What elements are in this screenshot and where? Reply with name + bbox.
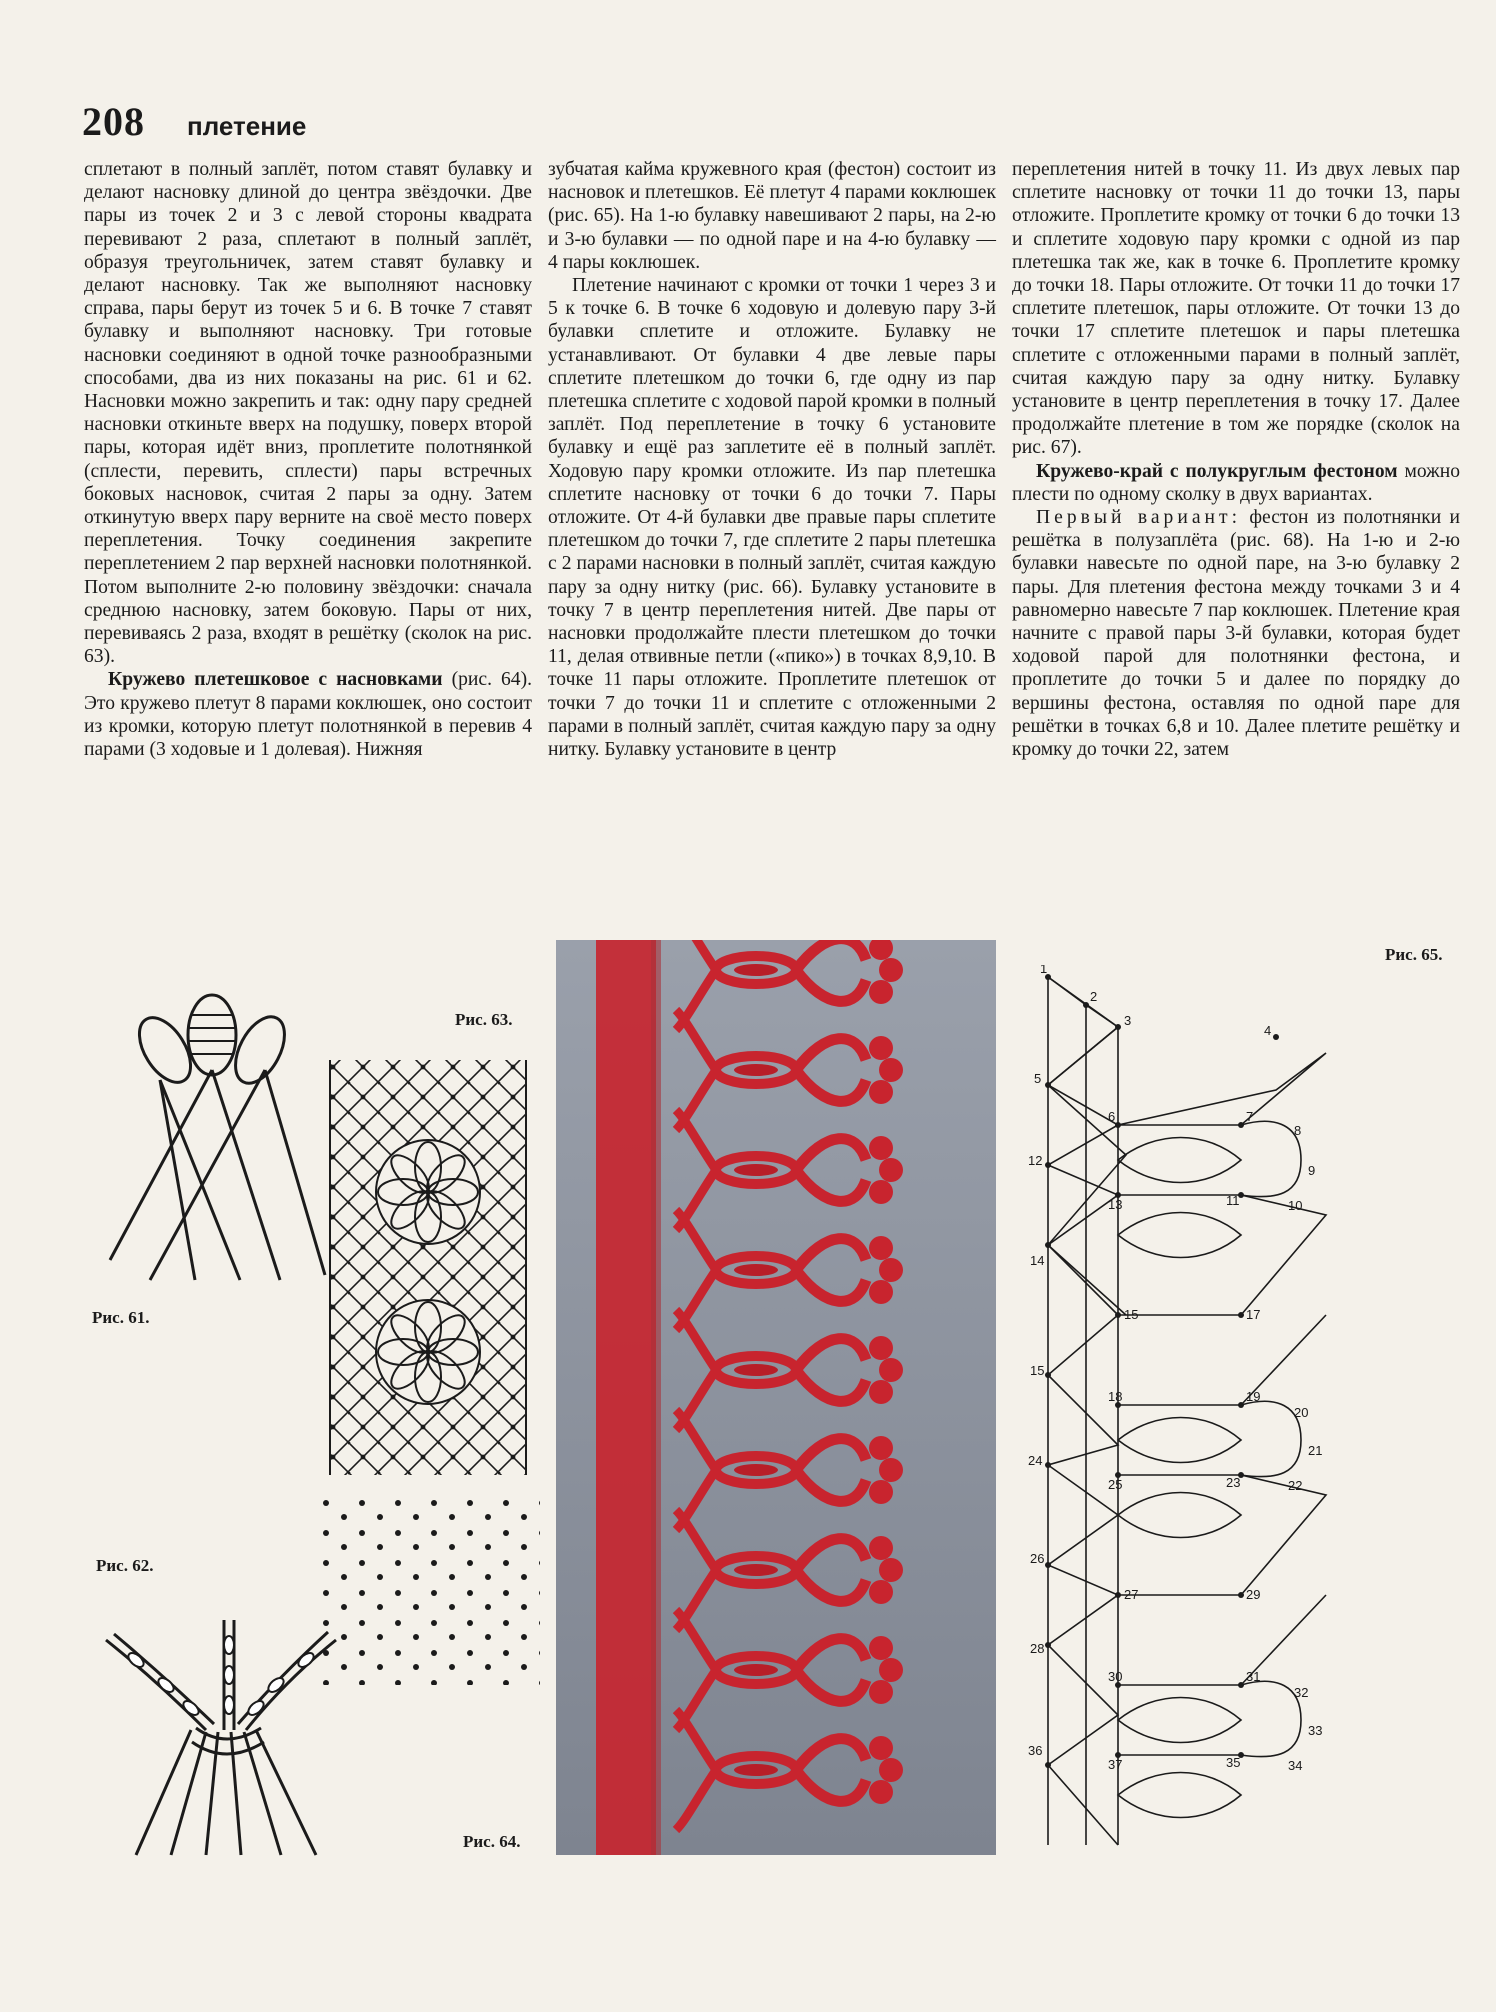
point-label: 37 xyxy=(1108,1757,1123,1772)
paragraph-heading: Первый вариант: xyxy=(1036,507,1242,529)
point-label: 3 xyxy=(1124,1013,1132,1028)
point-label: 22 xyxy=(1288,1478,1303,1493)
paragraph xyxy=(1012,506,1460,761)
point-label: 29 xyxy=(1246,1587,1261,1602)
paragraph-heading: Кружево-край с полукруглым фестоном xyxy=(1036,460,1398,482)
point-label: 19 xyxy=(1246,1389,1261,1404)
paragraph-text: (рис. 64). Это кружево плетут 8 парами коклюшек, оно состоит из кромки, которую плетут полотнянкой в перевив 4 парами (3 ходовые и 1 долевая). Нижняя xyxy=(84,669,533,761)
point-label: 7 xyxy=(1246,1109,1254,1124)
point-label: 36 xyxy=(1028,1743,1043,1758)
point-label: 35 xyxy=(1226,1755,1241,1770)
point-label: 34 xyxy=(1288,1758,1303,1773)
point-label: 18 xyxy=(1108,1389,1123,1404)
point-label: 5 xyxy=(1034,1071,1042,1086)
figure-64-dot-pattern xyxy=(318,1495,540,1685)
point-label: 20 xyxy=(1294,1405,1309,1420)
figure-63-illustration xyxy=(318,1052,538,1482)
point-label: 28 xyxy=(1030,1641,1045,1656)
point-label: 2 xyxy=(1090,989,1098,1004)
point-label: 11 xyxy=(1226,1193,1240,1208)
point-label: 10 xyxy=(1288,1198,1303,1213)
figure-65-diagram xyxy=(1026,965,1460,1855)
text-column-2 xyxy=(548,158,996,761)
point-label: 14 xyxy=(1030,1253,1045,1268)
figure-64-caption: Рис. 64. xyxy=(463,1832,521,1851)
point-label: 25 xyxy=(1108,1477,1123,1492)
text-column-1 xyxy=(84,158,532,761)
point-label: 23 xyxy=(1226,1475,1241,1490)
point-label: 6 xyxy=(1108,1109,1116,1124)
section-title: плетение xyxy=(187,111,307,141)
point-label: 15 xyxy=(1124,1307,1139,1322)
paragraph: Плетение начинают с кромки от точки 1 через 3 и 5 к точке 6. В точке 6 ходовую и долевую пару 3-й булавки сплетите и отложите. Булавку не устанавливают. От булавки 4 две левые пары сплетите плетешком до точки 6, где одну из пар плетешка сплетите с ходовой парой кромки в полный заплёт. Под переплетение в точку 6 установите булавку и ещё раз заплетите её в полный заплёт. Ходовую пару кромки отложите. Из пар плетешка сплетите насновку от точки 6 до точки 7. Пары отложите. От 4-й булавки две правые пары сплетите плетешком до точки 7, где сплетите 2 пары плетешка с 2 парами насновки в полный заплёт, считая каждую пару за одну нитку (рис. 66). Булавку установите в точку 7 в центр переплетения нитей. Две пары от насновки продолжайте плести плетешком до точки 11, делая отвивные петли («пико») в точках 8,9,10. В точке 11 пары отложите. Проплетите плетешок от точки 7 до точки 11 и сплетите с отложенными 2 парами в полный заплёт, считая каждую пару за одну нитку. Булавку установите в центр xyxy=(548,275,996,761)
figure-61-illustration xyxy=(90,990,330,1290)
lace-photo xyxy=(556,940,996,1855)
paragraph xyxy=(84,668,532,761)
point-label: 9 xyxy=(1308,1163,1316,1178)
figure-63-caption: Рис. 63. xyxy=(455,1010,513,1029)
point-label: 31 xyxy=(1246,1669,1261,1684)
point-label: 1 xyxy=(1040,965,1048,976)
point-label: 27 xyxy=(1124,1587,1139,1602)
point-label: 32 xyxy=(1294,1685,1309,1700)
paragraph: переплетения нитей в точку 11. Из двух левых пар сплетите насновку от точки 11 до точки 13, пары отложите. Проплетите кромку от точки 6 до точки 13 и сплетите ходовую пару кромки с одной из пар плетешка так же, как в точке 6. Проплетите кромку до точки 18. Пары отложите. От точки 11 до точки 17 сплетите плетешок, пары отложите. От точки 13 до точки 17 сплетите плетешок и пары плетешка сплетите с отложенными парами в полный заплёт, считая каждую пару за одну нитку. Булавку установите в центр переплетения в точку 17. Далее продолжайте плетение в том же порядке (сколок на рис. 67). xyxy=(1012,159,1460,459)
figure-62-caption: Рис. 62. xyxy=(96,1556,154,1575)
page-number: 208 xyxy=(82,99,145,144)
figure-65-caption: Рис. 65. xyxy=(1385,945,1443,964)
point-label: 8 xyxy=(1294,1123,1302,1138)
paragraph xyxy=(1012,460,1460,506)
figure-62-illustration xyxy=(96,1620,346,1860)
paragraph-heading: Кружево плетешковое с насновками xyxy=(108,669,443,691)
point-label: 26 xyxy=(1030,1551,1045,1566)
text-column-3 xyxy=(1012,158,1460,761)
figure-61-caption: Рис. 61. xyxy=(92,1308,150,1327)
paragraph-text: фестон из полотнянки и решётка в полузаплёта (рис. 68). На 1-ю и 2-ю булавки навесьте по одной паре, на 3-ю булавку 2 пары. Для плетения фестона между точками 3 и 4 равномерно навесьте 7 пар коклюшек. Плетение края начните с правой пары 3-й булавки, которая будет ходовой парой для полотнянки фестона, и проплетите до точки 5 и далее по порядку до вершины фестона, оставляя по одной паре для решётки в точках 6,8 и 10. Далее плетите решётку и кромку до точки 22, затем xyxy=(1012,507,1460,761)
point-label: 13 xyxy=(1108,1197,1123,1212)
point-label: 12 xyxy=(1028,1153,1043,1168)
point-label: 33 xyxy=(1308,1723,1323,1738)
paragraph-text: можно плести по одному сколку в двух вариантах. xyxy=(1012,460,1460,505)
page-header xyxy=(82,98,306,148)
point-label: 17 xyxy=(1246,1307,1261,1322)
point-label: 30 xyxy=(1108,1669,1123,1684)
point-label: 4 xyxy=(1264,1023,1272,1038)
paragraph: зубчатая кайма кружевного края (фестон) состоит из насновок и плетешков. Её плетут 4 парами коклюшек (рис. 65). На 1-ю булавку навешивают 2 пары, на 2-ю и 3-ю булавки — по одной паре и на 4-ю булавку — 4 пары коклюшек. xyxy=(548,159,996,273)
paragraph: сплетают в полный заплёт, потом ставят булавку и делают насновку длиной до центра звёздочки. Две пары из точек 2 и 3 с левой стороны квадрата перевивают 2 раза, сплетают в полный заплёт, образуя треугольничек, затем ставят булавку и делают насновку. Так же выполняют насновку справа, пары берут из точек 5 и 6. В точке 7 ставят булавку и выполняют насновку. Три готовые насновки соединяют в одной точке разнообразными способами, два из них показаны на рис. 61 и 62. Насновки можно закрепить и так: одну пару средней насновки откиньте вверх на подушку, поверх второй пары, которая идёт вниз, проплетите полотнянкой (сплести, перевить, сплести) пары встречных боковых насновок, считая 2 пары за одну. Затем откинутую вверх пару верните на своё место поверх переплетения. Точку соединения закрепите переплетением 2 пар верхней насновки полотнянкой. Потом выполните 2-ю половину звёздочки: сначала среднюю насновку, затем боковую. Пары от них, перевиваясь 2 раза, входят в решётку (сколок на рис. 63). xyxy=(84,159,532,668)
point-label: 15 xyxy=(1030,1363,1045,1378)
point-label: 21 xyxy=(1308,1443,1323,1458)
point-label: 24 xyxy=(1028,1453,1043,1468)
